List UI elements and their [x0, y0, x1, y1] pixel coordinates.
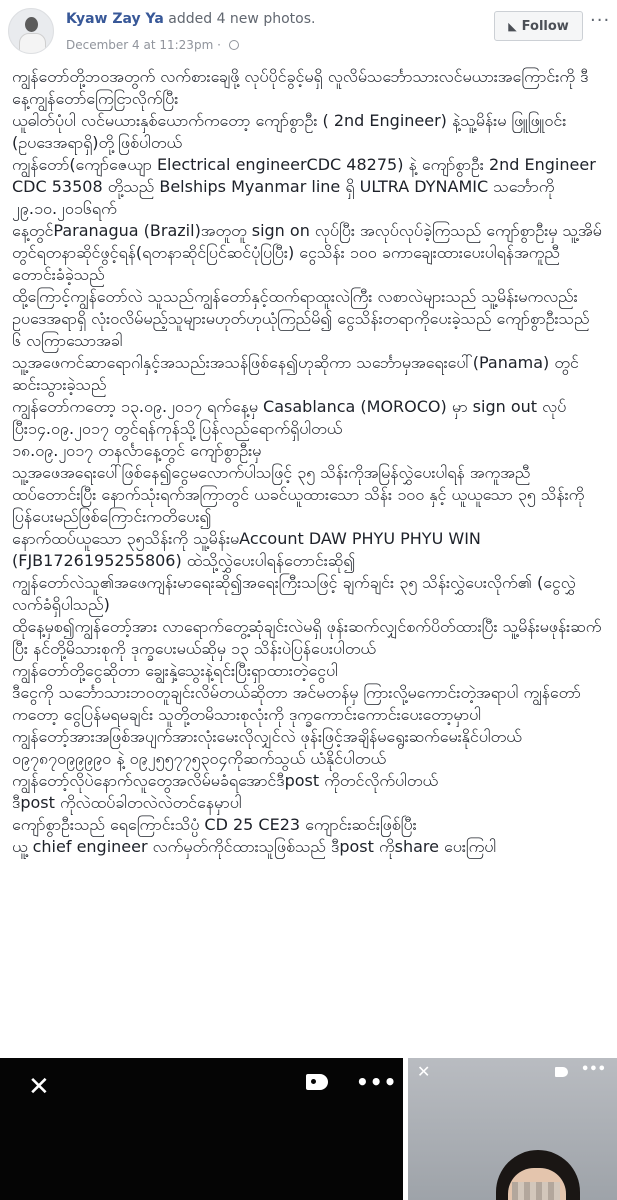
tag-icon[interactable]	[306, 1074, 328, 1090]
post-paragraph: ထပ်တောင်းပြီး နောက်သုံးရက်အကြာတွင် ယခင်ယူထားသော သိန်း ၁၀၀ နှင့် ယူယူသော ၃၅ သိန်းကိုပြန်ပေးမည်ဖြစ်ကြောင်းကတိပေး၍	[12, 485, 585, 526]
avatar-body	[19, 33, 46, 54]
post-paragraph: ကျွန်တော်(ကျော်ဇေယျာ Electrical engineerCDC 48275) နဲ့ ကျော်စွာဦး 2nd Engineer CDC 53508 တို့သည် Belships Myanmar line ရှိ ULTRA DYNAMIC သင်္ဘောကို ၂၉.၁၀.၂၀၁၆ရက်	[12, 155, 596, 218]
post-meta	[66, 38, 239, 52]
post-paragraph: ကျွန်တော်ကတော့ ၁၃.၀၉.၂၀၁၇ ရက်နေ့မှ Casablanca (MOROCO) မှာ sign out လုပ်ပြီး၁၄.၀၉.၂၀၁၇ တွင်ရန်ကုန်သို့ပြန်လည်ရောက်ရှိပါတယ်	[12, 397, 567, 438]
post-paragraph: ကျွန်တော်တို့ဘဝအတွက် လက်စားချေဖို့ လုပ်ပိုင်ခွင့်မရှိ လူလိမ်သင်္ဘောသားလင်မယားအကြောင်းကို ဒီနေ့ကျွန်တော်ကြေငြာလိုက်ပြီး	[12, 67, 589, 108]
post-paragraph: ကျော်စွာဦးသည် ရေကြောင်းသိပ္ပံ CD 25 CE23 ကျောင်းဆင်းဖြစ်ပြီး	[12, 815, 417, 834]
post-paragraph: ၁၈.၀၉.၂၀၁၇ တနင်္လာနေ့တွင် ကျော်စွာဦးမှ	[12, 441, 262, 460]
meta-separator: ·	[217, 38, 221, 52]
more-icon[interactable]: •••	[581, 1062, 606, 1077]
close-icon[interactable]: ✕	[28, 1072, 50, 1102]
post-paragraph: ယူဓါတ်ပုံပါ လင်မယားနှစ်ယောက်ကတော့ ကျော်စွာဦး ( 2nd Engineer) နဲ့သူ့မိန်းမ ဖြူဖြူဝင်း (ဥပဒေအရာရှိ)တို့ဖြစ်ပါတယ်	[12, 111, 567, 152]
avatar-head	[25, 17, 38, 32]
close-icon[interactable]: ✕	[417, 1062, 431, 1081]
follow-label: Follow	[521, 18, 569, 34]
author-name[interactable]: Kyaw Zay Ya	[66, 11, 164, 27]
more-icon[interactable]: •••	[356, 1070, 398, 1094]
post-header	[0, 0, 617, 68]
post-paragraph: ကျွန်တော်တို့ငွေဆိုတာ ချွေးနှဲ့သွေးနဲ့ရင်းပြီးရှာထားတဲ့ငွေပါ	[12, 661, 338, 680]
post-text	[12, 66, 602, 858]
follow-button[interactable]	[494, 11, 583, 41]
globe-icon[interactable]	[229, 40, 239, 50]
more-options-icon[interactable]: ···	[590, 10, 611, 31]
timestamp[interactable]: December 4 at 11:23pm	[66, 38, 214, 52]
photo-secondary[interactable]	[408, 1058, 617, 1200]
post-paragraph: နောက်ထပ်ယူသော ၃၅သိန်းကို သူ့မိန်းမAccount DAW PHYU PHYU WIN (FJB1726195255806) ထဲသို့လွှဲပေးပါရန်တောင်းဆို၍	[12, 529, 481, 570]
post-action: added 4 new photos.	[168, 11, 316, 27]
rss-icon: ◣	[508, 19, 517, 33]
post-paragraph: ကျွန်တော့်အားအဖြစ်အပျက်အားလုံးမေးလိုလျှင်လဲ ဖုန်းဖြင့်အချိန်မရွေးဆက်မေးနိုင်ပါတယ် ၀၉၇၈၇၀၉၉၉၉၀ နဲ့ ၀၉၂၅၅၇၇၅၃၀၄ကိုဆက်သွယ် ယံနိုင်ပါတယ်	[12, 727, 522, 768]
tag-icon[interactable]	[555, 1067, 568, 1077]
post-paragraph: နေ့တွင်Paranagua (Brazil)အတူတူ sign on လုပ်ပြီး အလုပ်လုပ်ခဲ့ကြသည် ကျော်စွာဦးမှ သူ့အိမ်တွင်ရတနာဆိုင်ဖွင့်ရန်(ရတနာဆိုင်ပြင်ဆင်ပုံပြပြီး) ငွေသိန်း ၁၀၀ ခကာချေးထားပေးပါရန်အကူညီတောင်းခံခဲ့သည်	[12, 221, 602, 284]
post-paragraph: ကျွန်တော်လဲသူ၏အဖေကျန်းမာရေးဆို၍အရေးကြီးသဖြင့် ချက်ချင်း ၃၅ သိန်းလွှဲပေးလိုက်၏ (ငွေလွှဲလက်ခံရှိပါသည်)	[12, 573, 576, 614]
author-line	[66, 11, 315, 27]
post-paragraph: သူ့အဖေအရေးပေါ်ဖြစ်နေ၍ငွေမလောက်ပါသဖြင့် ၃၅ သိန်းကိုအမြန်လွှဲပေးပါရန် အကူအညီ	[12, 463, 531, 482]
photo-main[interactable]	[0, 1058, 403, 1200]
post-paragraph: ဒီpost ကိုလဲထပ်ခါတလဲလဲတင်နေမှာပါ	[12, 793, 242, 812]
photo-blur-overlay	[512, 1182, 560, 1200]
post-paragraph: သူ့အဖေကင်ဆာရောဂါနှင့်အသည်းအသန်ဖြစ်နေ၍ဟုဆိုကာ သင်္ဘောမှအရေးပေါ်(Panama) တွင်ဆင်းသွားခဲ့သည်	[12, 353, 579, 394]
post-paragraph: ယူ့ chief engineer လက်မှတ်ကိုင်ထားသူဖြစ်သည် ဒီpost ကိုshare ပေးကြပါ	[12, 837, 497, 856]
post-paragraph: ထို့ကြောင့်ကျွန်တော်လဲ သူသည်ကျွန်တော်နှင့်ထက်ရာထူးလဲကြီး လစာလဲများသည် သူ့မိန်းမကလည်းဥပဒေအရာရှိ လုံးဝလိမ်မည့်သူများမဟုတ်ဟုယုံကြည်မိ၍ ငွေသိန်းတရာကိုပေးခဲ့သည် ကျော်စွာဦးသည် ၆ လကြာသောအခါ	[12, 287, 590, 350]
avatar[interactable]	[8, 8, 54, 54]
post-paragraph: ဒီငွေကို သင်္ဘောသားဘဝတူချင်းလိမ်တယ်ဆိုတာ အင်မတန်မှ ကြားလို့မကောင်းတဲ့အရာပါ ကျွန်တော်ကတော့ ငွေပြန်မရမချင်း သူတို့တမိသားစုလုံးကို ဒုက္ခကောင်းကောင်းပေးတော့မှာပါ	[12, 683, 581, 724]
post-paragraph: ထိုနေ့မှစ၍ကျွန်တော့်အား လာရောက်တွေ့ဆုံချင်းလဲမရှိ ဖုန်းဆက်လျှင်စက်ပိတ်ထားပြီး သူ့မိန်းမဖုန်းဆက်ပြီး နင်တို့မိသားစုကို ဒုက္ခပေးမယ်ဆိုမှ ၁၃ သိန်းပဲပြန်ပေးပါတယ်	[12, 617, 602, 658]
post-paragraph: ကျွန်တော့်လိုပဲနောက်လူတွေအလိမ်မခံရအောင်ဒီpost ကိုတင်လိုက်ပါတယ်	[12, 771, 439, 790]
